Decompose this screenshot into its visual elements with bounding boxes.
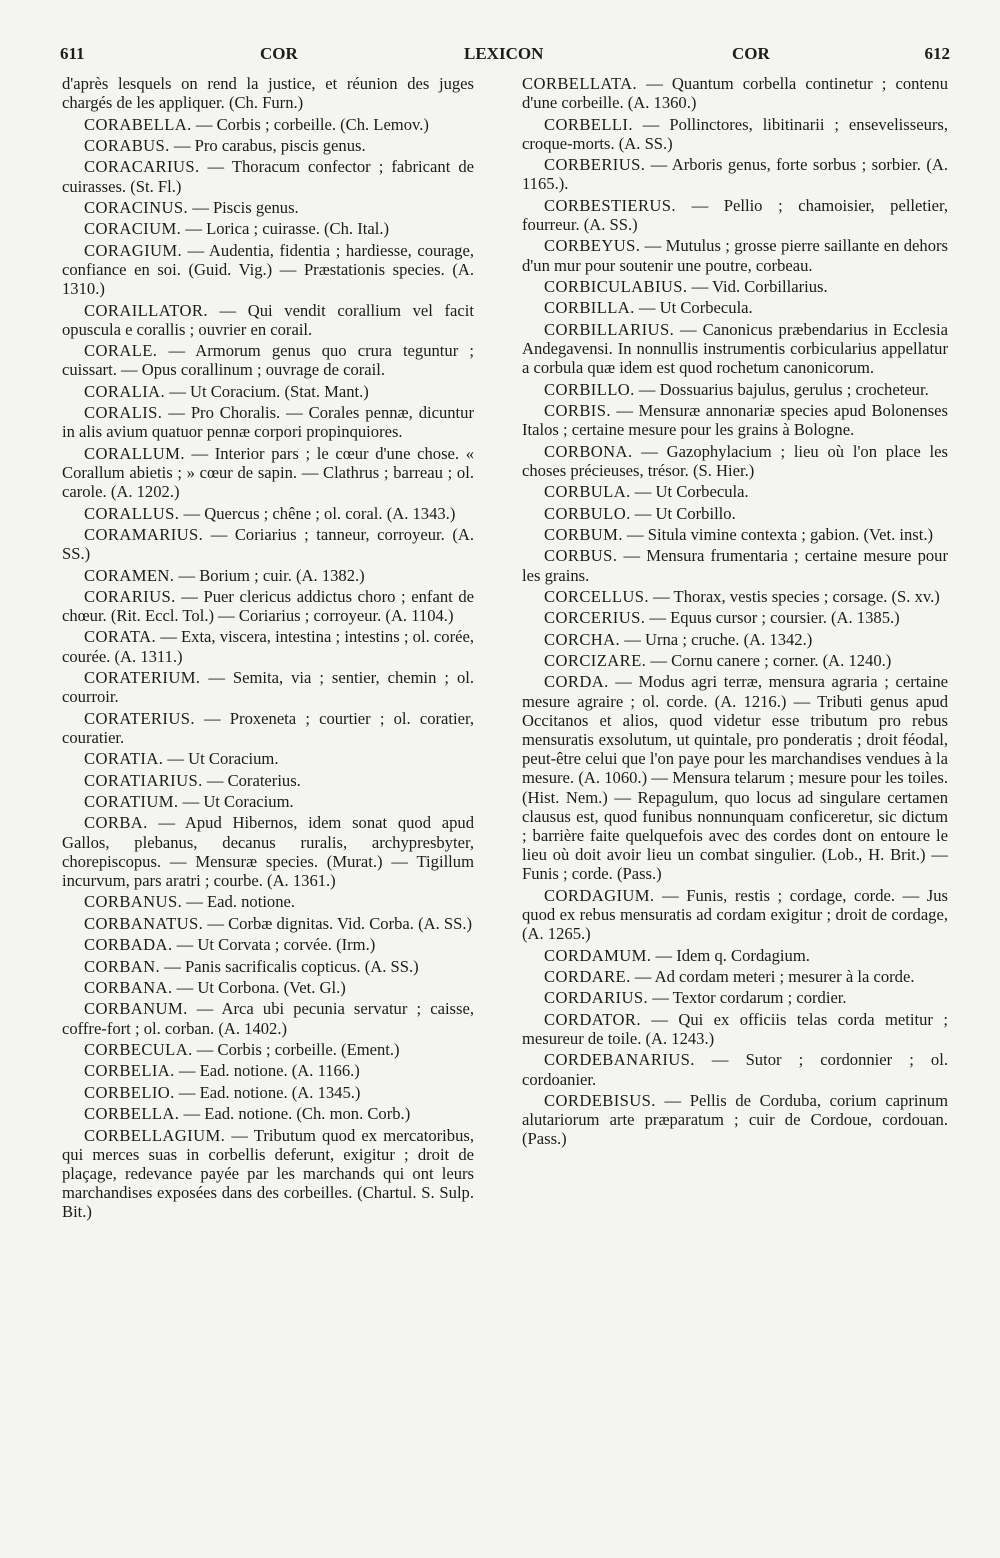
- dictionary-entry: [522, 401, 948, 439]
- entry-headword: CORDAMUM.: [544, 945, 652, 965]
- entry-headword: CORATERIUM.: [84, 668, 201, 688]
- entry-definition: — Coraterius.: [202, 770, 301, 790]
- entry-headword: CORBELLI.: [544, 114, 633, 134]
- entry-definition: — Vid. Corbillarius.: [687, 276, 828, 296]
- entry-headword: CORALE.: [84, 341, 158, 361]
- dictionary-entry: [522, 946, 948, 965]
- entry-headword: CORBULO.: [544, 503, 631, 523]
- entry-definition: — Borium ; cuir. (A. 1382.): [174, 565, 365, 585]
- entry-headword: CORBECULA.: [84, 1039, 193, 1059]
- entry-headword: CORDEBISUS.: [544, 1091, 656, 1111]
- entry-definition: — Ut Corbillo.: [630, 503, 736, 523]
- entry-definition: — Modus agri terræ, mensura agraria ; certaine mesure agraire ; ol. corde. (A. 1216.) — Tributi genus apud Occitanos et alios, quod videtur esse tributum pro rebus mensuratis exsolutum, ut quintale, pro ponderatis ; droit féodal, peut-être celui que l'on paye pour les marchandises vendues à la mesure. (A. 1060.) — Mensura telarum ; mesure pour les toiles. (Hist. Nem.) — Repagulum, quo locus ad singulare certamen clausus est, quod funibus nonnunquam conficeretur, sic dictum ; barrière faite quelquefois avec des cordes dont on entoure le lieu où doit avoir lieu un combat singulier. (Lob., H. Brit.) — Funis ; corde. (Pass.): [522, 672, 948, 884]
- header-guide-word-left: COR: [260, 44, 298, 63]
- entry-headword: CORBONA.: [544, 441, 633, 461]
- dictionary-entry: [62, 957, 474, 976]
- entry-definition: — Corbæ dignitas. Vid. Corba. (A. SS.): [203, 913, 473, 933]
- dictionary-entry: [522, 482, 948, 501]
- left-column: [62, 74, 474, 1224]
- entry-definition: — Gazophylacium ; lieu où l'on place les choses précieuses, trésor. (S. Hier.): [522, 441, 948, 480]
- entry-headword: CORBANA.: [84, 978, 173, 997]
- entry-definition: — Semita, via ; sentier, chemin ; ol. courroir.: [62, 668, 474, 707]
- entry-definition: — Sutor ; cordonnier ; ol. cordoanier.: [522, 1050, 948, 1089]
- dictionary-entry: [522, 988, 948, 1007]
- entry-headword: CORATERIUS.: [84, 708, 195, 728]
- dictionary-entry: [522, 587, 948, 606]
- entry-definition: — Ead. notione. (A. 1345.): [174, 1082, 361, 1102]
- dictionary-entry: [62, 1061, 474, 1080]
- entry-definition: — Pellio ; chamoisier, pelletier, fourreur. (A. SS.): [522, 195, 948, 234]
- entry-definition: — Idem q. Cordagium.: [651, 945, 810, 965]
- entry-definition: — Mutulus ; grosse pierre saillante en dehors d'un mur pour soutenir une poutre, corbeau.: [522, 236, 948, 275]
- entry-definition: — Arboris genus, forte sorbus ; sorbier. (A. 1165.).: [522, 155, 948, 194]
- entry-definition: — Puer clericus addictus choro ; enfant de chœur. (Rit. Eccl. Tol.) — Coriarius ; corroyeur. (A. 1104.): [62, 586, 474, 626]
- dictionary-entry: [522, 155, 948, 193]
- entry-headword: CORATA.: [84, 627, 157, 647]
- dictionary-entry: [62, 1126, 474, 1222]
- dictionary-entry: [62, 136, 474, 155]
- dictionary-entry: [522, 504, 948, 523]
- entry-headword: CORBESTIERUS.: [544, 195, 676, 215]
- entry-headword: CORBELLATA.: [522, 74, 638, 93]
- entry-headword: CORCELLUS.: [544, 586, 649, 606]
- entry-headword: CORBA.: [84, 813, 148, 833]
- entry-definition: — Thorax, vestis species ; corsage. (S. xv.): [648, 586, 940, 606]
- dictionary-entry: [62, 403, 474, 441]
- entry-definition: — Mensura frumentaria ; certaine mesure pour les grains.: [522, 546, 948, 585]
- entry-definition: — Proxeneta ; courtier ; ol. coratier, couratier.: [62, 708, 474, 747]
- entry-headword: CORAMARIUS.: [84, 524, 204, 544]
- entry-definition: — Coriarius ; tanneur, corroyeur. (A. SS.): [62, 524, 474, 564]
- dictionary-entry: [522, 380, 948, 399]
- dictionary-entry: [522, 442, 948, 480]
- entry-headword: CORCIZARE.: [544, 651, 647, 671]
- dictionary-entry: [522, 651, 948, 670]
- entry-definition: — Equus cursor ; coursier. (A. 1385.): [645, 608, 900, 628]
- dictionary-entry: [62, 914, 474, 933]
- entry-definition: — Qui ex officiis telas corda metitur ; mesureur de toile. (A. 1243.): [522, 1009, 948, 1049]
- dictionary-entry: [522, 608, 948, 627]
- dictionary-entry: [62, 978, 474, 997]
- dictionary-entry: [62, 935, 474, 954]
- entry-definition: — Ut Coracium.: [178, 792, 294, 812]
- entry-definition: — Interior pars ; le cœur d'une chose. « Corallum abietis ; » cœur de sapin. — Clathrus ; barreau ; ol. carole. (A. 1202.): [62, 443, 474, 502]
- dictionary-entry: [522, 298, 948, 317]
- entry-definition: — Urna ; cruche. (A. 1342.): [620, 629, 813, 649]
- entry-definition: — Ut Coracium. (Stat. Mant.): [165, 381, 369, 401]
- entry-definition: — Mensuræ annonariæ species apud Bolonenses Italos ; certaine mesure pour les grains à Bologne.: [522, 400, 948, 440]
- entry-headword: CORBILLA.: [544, 298, 635, 318]
- dictionary-entry: [522, 525, 948, 544]
- entry-headword: CORALLUS.: [84, 503, 180, 523]
- entry-definition: — Corbis ; corbeille. (Ement.): [192, 1039, 400, 1059]
- entry-headword: CORALIA.: [84, 381, 166, 401]
- dictionary-entry: [62, 241, 474, 299]
- dictionary-entry: [522, 886, 948, 944]
- dictionary-entry: [62, 627, 474, 665]
- entry-headword: CORBUM.: [544, 524, 623, 544]
- dictionary-entry: [62, 566, 474, 585]
- entry-definition: — Cornu canere ; corner. (A. 1240.): [646, 651, 892, 671]
- entry-headword: CORDARE.: [544, 967, 631, 987]
- entry-headword: CORAILLATOR.: [84, 300, 208, 320]
- dictionary-entry: [62, 198, 474, 217]
- entry-definition: — Pellis de Corduba, corium caprinum alutariorum arte præparatum ; cuir de Cordoue, cordouan. (Pass.): [522, 1091, 948, 1149]
- entry-definition: — Arca ubi pecunia servatur ; caisse, coffre-fort ; ol. corban. (A. 1402.): [62, 999, 474, 1038]
- entry-headword: CORARIUS.: [84, 586, 176, 606]
- entry-definition: — Qui vendit corallium vel facit opuscula e corallis ; ouvrier en corail.: [62, 300, 474, 339]
- dictionary-entry: [62, 1040, 474, 1059]
- entry-headword: CORBAN.: [84, 956, 161, 976]
- dictionary-entry: [522, 115, 948, 153]
- dictionary-entry: [62, 525, 474, 563]
- entry-headword: CORATIA.: [84, 749, 164, 769]
- entry-headword: CORABUS.: [84, 135, 170, 155]
- entry-definition: d'après lesquels on rend la justice, et réunion des juges chargés de les appliquer. (Ch. Furn.): [62, 74, 474, 113]
- header-title: LEXICON: [464, 44, 544, 63]
- entry-definition: — Quantum corbella continetur ; contenu d'une corbeille. (A. 1360.): [522, 74, 948, 113]
- dictionary-entry: [522, 196, 948, 234]
- dictionary-entry: [62, 813, 474, 890]
- dictionary-entry: [62, 1104, 474, 1123]
- entry-headword: CORCHA.: [544, 629, 621, 649]
- entry-definition: — Audentia, fidentia ; hardiesse, courage, confiance en soi. (Guid. Vig.) — Præstationis species. (A. 1310.): [62, 240, 474, 299]
- entry-definition: — Situla vimine contexta ; gabion. (Vet. inst.): [622, 524, 934, 544]
- header-guide-word-right: COR: [732, 44, 770, 63]
- entry-definition: — Tributum quod ex mercatoribus, qui merces suas in corbellis deferunt, exigitur ; droit de plaçage, redevance payée par les marchands qui ont leurs marchandises exposées dans des corbeilles. (Chartul. S. Sulp. Bit.): [62, 1125, 474, 1222]
- dictionary-entry: [62, 792, 474, 811]
- entry-definition: — Quercus ; chêne ; ol. coral. (A. 1343.): [179, 503, 456, 523]
- dictionary-entry: [62, 74, 474, 112]
- entry-definition: — Canonicus præbendarius in Ecclesia Andegavensi. In nonnullis instrumentis corbicularius appellatur a corbula quæ idem est quod rochetum canonicorum.: [522, 319, 948, 378]
- entry-definition: — Apud Hibernos, idem sonat quod apud Gallos, plebanus, decanus ruralis, archypresbyter, chorepiscopus. — Mensuræ species. (Murat.) — Tigillum incurvum, pars aratri ; courbe. (A. 1361.): [62, 813, 474, 891]
- entry-headword: CORATIUM.: [84, 792, 179, 812]
- entry-definition: — Ad cordam meteri ; mesurer à la corde.: [630, 967, 915, 987]
- entry-headword: CORBELLAGIUM.: [84, 1125, 226, 1145]
- entry-definition: — Ead. notione. (A. 1166.): [174, 1061, 360, 1081]
- dictionary-entry: [62, 382, 474, 401]
- dictionary-entry: [522, 1010, 948, 1048]
- entry-definition: — Corbis ; corbeille. (Ch. Lemov.): [191, 114, 429, 134]
- dictionary-entry: [62, 504, 474, 523]
- entry-headword: CORALIS.: [84, 403, 163, 423]
- dictionary-entry: [62, 709, 474, 747]
- dictionary-entry: [522, 277, 948, 296]
- entry-definition: — Ut Corbecula.: [634, 298, 753, 318]
- entry-headword: CORBILLO.: [544, 379, 635, 399]
- entry-definition: — Funis, restis ; cordage, corde. — Jus quod ex rebus mensuratis ad cordam exigitur ; droit de cordage, (A. 1265.): [522, 885, 948, 944]
- dictionary-entry: [62, 668, 474, 706]
- entry-definition: — Ut Corbona. (Vet. Gl.): [172, 978, 346, 997]
- entry-definition: — Ead. notione.: [182, 892, 296, 912]
- entry-definition: — Ead. notione. (Ch. mon. Corb.): [179, 1104, 411, 1124]
- entry-definition: — Exta, viscera, intestina ; intestins ; ol. corée, courée. (A. 1311.): [62, 627, 474, 666]
- right-column: [522, 74, 948, 1151]
- entry-headword: CORBIS.: [544, 400, 611, 420]
- dictionary-entry: [522, 672, 948, 883]
- entry-definition: — Ut Corbecula.: [630, 482, 749, 502]
- dictionary-entry: [62, 341, 474, 379]
- entry-headword: CORBANUM.: [84, 999, 188, 1019]
- entry-headword: CORBELIO.: [84, 1082, 175, 1102]
- entry-definition: — Pro carabus, piscis genus.: [169, 135, 366, 155]
- entry-headword: CORBULA.: [544, 482, 631, 502]
- dictionary-entry: [62, 587, 474, 625]
- dictionary-entry: [62, 771, 474, 790]
- entry-headword: CORBUS.: [544, 546, 618, 566]
- dictionary-entry: [62, 444, 474, 502]
- dictionary-entry: [522, 546, 948, 584]
- entry-definition: — Pollinctores, libitinarii ; ensevelisseurs, croque-morts. (A. SS.): [522, 114, 948, 153]
- entry-headword: CORDARIUS.: [544, 988, 649, 1008]
- dictionary-entry: [62, 749, 474, 768]
- dictionary-entry: [522, 1091, 948, 1149]
- entry-definition: — Armorum genus quo crura teguntur ; cuissart. — Opus corallinum ; ouvrage de corail.: [62, 341, 474, 380]
- dictionary-entry: [62, 301, 474, 339]
- dictionary-entry: [62, 115, 474, 134]
- entry-headword: CORBEYUS.: [544, 236, 641, 256]
- dictionary-entry: [62, 892, 474, 911]
- dictionary-entry: [62, 999, 474, 1037]
- entry-headword: CORACARIUS.: [84, 157, 200, 177]
- entry-headword: CORDATOR.: [544, 1009, 641, 1029]
- entry-headword: CORBICULABIUS.: [544, 276, 688, 296]
- entry-headword: CORAMEN.: [84, 565, 175, 585]
- dictionary-entry: [522, 1050, 948, 1088]
- entry-headword: CORACIUM.: [84, 219, 182, 239]
- entry-definition: — Pro Choralis. — Corales pennæ, dicuntur in alis avium quatuor pennæ corpori propinquiores.: [62, 403, 474, 442]
- dictionary-entry: [522, 236, 948, 274]
- entry-headword: CORDAGIUM.: [544, 885, 655, 905]
- entry-headword: CORBELLA.: [84, 1104, 180, 1124]
- entry-headword: CORCERIUS.: [544, 608, 646, 628]
- entry-headword: CORDEBANARIUS.: [544, 1050, 695, 1070]
- entry-headword: CORDA.: [544, 672, 609, 692]
- entry-definition: — Textor cordarum ; cordier.: [648, 988, 847, 1008]
- entry-headword: CORBANATUS.: [84, 913, 204, 933]
- entry-headword: CORBILLARIUS.: [544, 319, 675, 339]
- entry-headword: CORBELIA.: [84, 1061, 175, 1081]
- dictionary-entry: [522, 320, 948, 378]
- entry-definition: — Panis sacrificalis copticus. (A. SS.): [160, 956, 419, 976]
- entry-headword: CORAGIUM.: [84, 240, 183, 260]
- dictionary-entry: [62, 157, 474, 195]
- entry-definition: — Dossuarius bajulus, gerulus ; crocheteur.: [634, 379, 929, 399]
- entry-headword: CORBERIUS.: [544, 155, 646, 175]
- entry-headword: CORBANUS.: [84, 892, 183, 912]
- entry-definition: — Ut Coracium.: [163, 749, 279, 769]
- dictionary-entry: [62, 1083, 474, 1102]
- entry-definition: — Lorica ; cuirasse. (Ch. Ital.): [181, 219, 389, 239]
- entry-headword: CORBADA.: [84, 935, 173, 955]
- page-number-right: 612: [924, 44, 950, 63]
- page-number-left: 611: [60, 44, 85, 63]
- dictionary-entry: [62, 219, 474, 238]
- dictionary-entry: [522, 630, 948, 649]
- entry-definition: — Piscis genus.: [188, 197, 299, 217]
- entry-definition: — Thoracum confector ; fabricant de cuirasses. (St. Fl.): [62, 157, 474, 196]
- dictionary-entry: [522, 967, 948, 986]
- entry-headword: CORACINUS.: [84, 197, 189, 217]
- entry-headword: CORABELLA.: [84, 114, 192, 134]
- entry-headword: CORALLUM.: [84, 443, 185, 463]
- entry-definition: — Ut Corvata ; corvée. (Irm.): [172, 935, 376, 955]
- dictionary-entry: [522, 74, 948, 112]
- entry-headword: CORATIARIUS.: [84, 770, 203, 790]
- running-header: [60, 44, 950, 70]
